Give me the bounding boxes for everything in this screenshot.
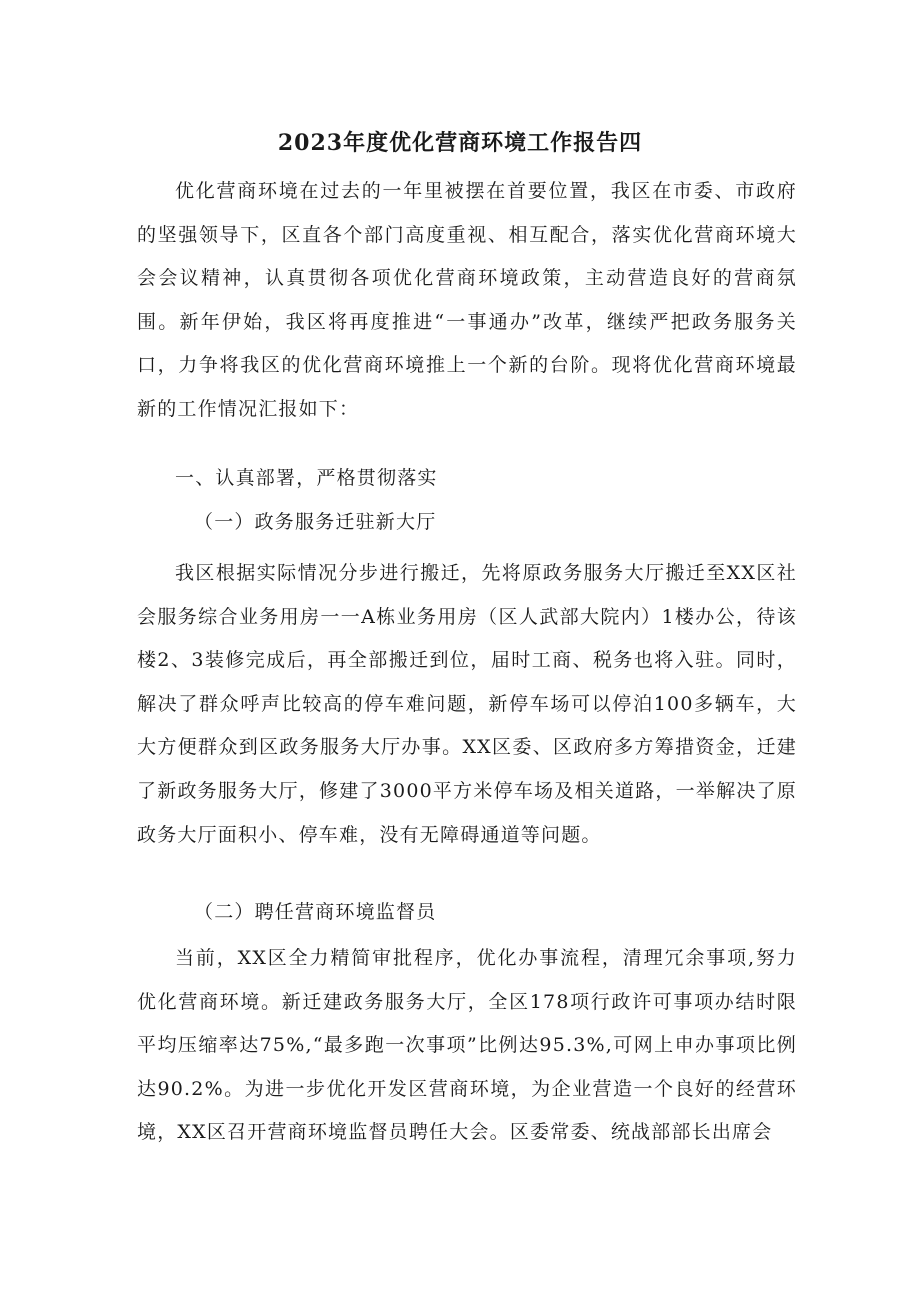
subsection-2-body-block: [137, 937, 797, 1155]
subsection-1-paragraph: 我区根据实际情况分步进行搬迁，先将原政务服务大厅搬迁至XX区社会服务综合业务用房一一A栋业务用房（区人武部大院内）1楼办公，待该楼2、3装修完成后，再全部搬迁到位，届时工商、税务也将入驻。同时，解决了群众呼声比较高的停车难问题，新停车场可以停泊100多辆车，大大方便群众到区政务服务大厅办事。XX区委、区政府多方筹措资金，迁建了新政务服务大厅，修建了3000平方米停车场及相关道路，一举解决了原政务大厅面积小、停车难，没有无障碍通道等问题。: [137, 562, 797, 846]
subsection-1-body-block: [137, 552, 797, 857]
subsection-2-heading-block: [137, 891, 797, 935]
intro-paragraph: 优化营商环境在过去的一年里被摆在首要位置，我区在市委、市政府的坚强领导下，区直各个部门高度重视、相互配合，落实优化营商环境大会会议精神，认真贯彻各项优化营商环境政策，主动营造良好的营商氛围。新年伊始，我区将再度推进“一事通办”改革，继续严把政务服务关口，力争将我区的优化营商环境推上一个新的台阶。现将优化营商环境最新的工作情况汇报如下：: [137, 180, 797, 420]
subsection-2-paragraph: 当前，XX区全力精简审批程序，优化办事流程，清理冗余事项,努力优化营商环境。新迁建政务服务大厅，全区178项行政许可事项办结时限平均压缩率达75%,“最多跑一次事项”比例达95.3%,可网上申办事项比例达90.2%。为进一步优化开发区营商环境，为企业营造一个良好的经营环境，XX区召开营商环境监督员聘任大会。区委常委、统战部部长出席会: [137, 947, 797, 1144]
section-1-heading-block: [137, 457, 797, 501]
intro-section: [137, 170, 797, 432]
subsection-1-heading-block: [137, 501, 797, 545]
subsection-2-heading: （二）聘任营商环境监督员: [194, 901, 437, 923]
document-title: 2023年度优化营商环境工作报告四: [277, 130, 643, 156]
subsection-1-heading: （一）政务服务迁驻新大厅: [194, 511, 437, 533]
section-1-heading: 一、认真部署，严格贯彻落实: [175, 467, 438, 489]
